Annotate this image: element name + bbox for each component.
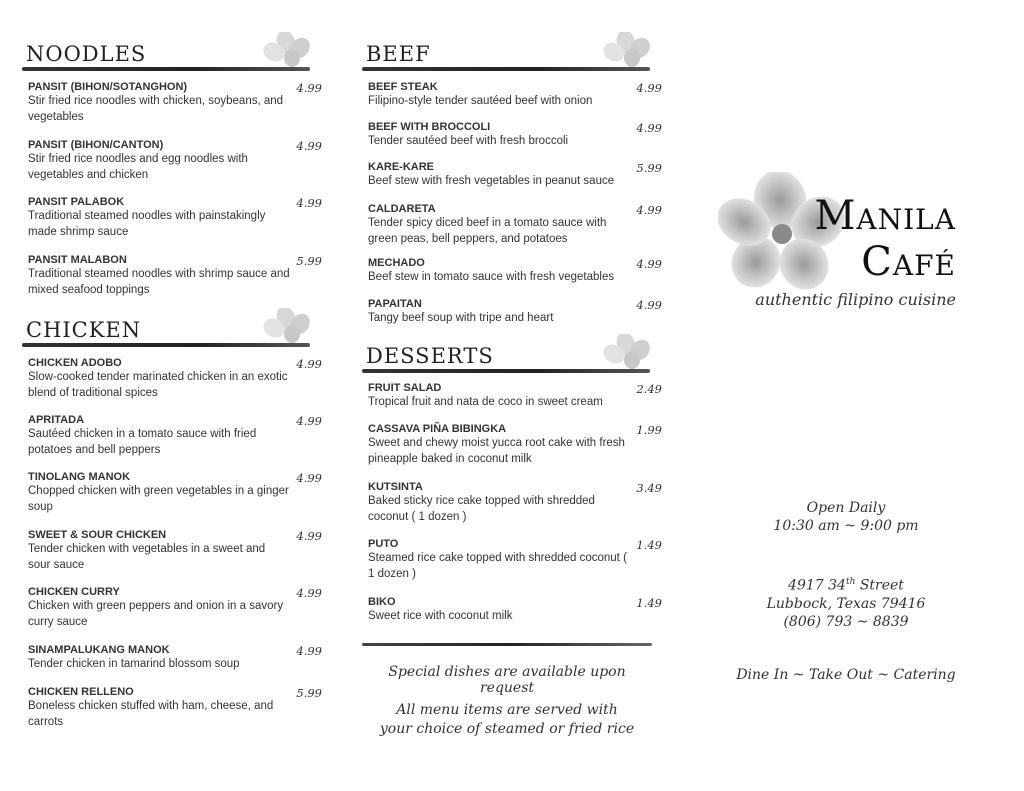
item-price: 4.99 [296,196,322,210]
item-description: Baked sticky rice cake topped with shredded coconut ( 1 dozen ) [368,495,595,523]
chicken-section [22,318,322,728]
item-price: 4.99 [296,529,322,543]
menu-item [368,595,662,625]
item-price: 4.99 [296,81,322,95]
item-name: CHICKEN CURRY [28,586,120,598]
item-name: BEEF STEAK [368,81,438,93]
item-price: 4.99 [636,298,662,312]
plumeria-flower-icon [596,32,656,68]
menu-item [368,422,662,467]
menu-item [28,195,322,240]
item-price: 4.99 [636,203,662,217]
item-price: 1.49 [636,596,662,610]
plumeria-flower-icon [596,334,656,370]
brush-divider [362,643,652,646]
item-description: Tender chicken in tamarind blossom soup [28,658,240,670]
brand-name: Manila [814,193,956,239]
menu-item [368,160,662,190]
item-price: 4.99 [296,414,322,428]
desserts-section [362,344,662,622]
item-name: MECHADO [368,257,425,269]
item-description: Chopped chicken with green vegetables in a ginger soup [28,485,289,513]
item-description: Sweet and chewy moist yucca root cake with fresh pineapple baked in coconut milk [368,437,625,465]
item-description: Stir fried rice noodles with chicken, soybeans, and vegetables [28,95,284,123]
item-price: 4.99 [296,586,322,600]
item-description: Filipino-style tender sautéed beef with onion [368,95,593,107]
item-name: PANSIT (BIHON/SOTANGHON) [28,81,188,93]
item-name: PANSIT MALABON [28,254,127,266]
street-number: 4917 34 [788,577,846,594]
menu-item [28,643,322,673]
item-description: Chicken with green peppers and onion in a savory curry sauce [28,600,284,628]
menu-item [28,470,322,515]
item-price: 4.99 [296,644,322,658]
item-name: PANSIT (BIHON/CANTON) [28,139,164,151]
menu-item [368,537,662,582]
item-name: PANSIT PALABOK [28,196,125,208]
menu-item [368,480,662,525]
item-description: Traditional steamed noodles with painstakingly made shrimp sauce [28,210,266,238]
item-name: KUTSINTA [368,481,423,493]
section-title: BEEF [366,42,431,66]
item-price: 5.99 [296,254,322,268]
section-title: NOODLES [26,42,147,66]
menu-item [28,528,322,573]
item-name: PUTO [368,538,399,550]
street-ordinal: th [845,577,856,587]
hours-block [736,499,956,535]
menu-item [368,256,662,286]
item-description: Tender chicken with vegetables in a sweet and sour sauce [28,543,266,571]
rice-note-line: your choice of steamed or fried rice [379,721,635,737]
item-description: Sweet rice with coconut milk [368,610,513,622]
item-name: CHICKEN ADOBO [28,357,122,369]
beef-section [362,42,662,324]
item-name: FRUIT SALAD [368,382,442,394]
section-header [362,42,662,72]
item-price: 5.99 [296,686,322,700]
item-description: Stir fried rice noodles and egg noodles with vegetables and chicken [28,153,248,181]
item-price: 1.99 [636,423,662,437]
special-request-note: Special dishes are available upon request [388,664,626,696]
item-name: TINOLANG MANOK [28,471,131,483]
menu-item [28,80,322,125]
section-header [22,318,322,348]
rice-note-line: All menu items are served with [396,702,618,718]
brand-tagline: authentic filipino cuisine [755,290,956,309]
brush-divider [22,67,310,71]
item-price: 5.99 [636,161,662,175]
item-description: Tender sautéed beef with fresh broccoli [368,135,569,147]
item-description: Slow-cooked tender marinated chicken in an exotic blend of traditional spices [28,371,288,399]
item-name: BEEF WITH BROCCOLI [368,121,491,133]
right-column [700,0,1024,791]
item-name: BIKO [368,596,396,608]
item-name: SWEET & SOUR CHICKEN [28,529,167,541]
street-address [736,573,956,595]
item-name: PAPAITAN [368,298,422,310]
item-description: Beef stew in tomato sauce with fresh vegetables [368,271,615,283]
hours-value: 10:30 am ~ 9:00 pm [773,518,919,534]
brand-name: Café [861,239,956,285]
section-header [22,42,322,72]
menu-item [28,585,322,630]
hours-label: Open Daily [806,500,886,516]
menu-item [28,253,322,298]
menu-item [368,202,662,247]
brush-divider [22,343,310,347]
item-name: SINAMPALUKANG MANOK [28,644,170,656]
item-description: Traditional steamed noodles with shrimp sauce and mixed seafood toppings [28,268,290,296]
item-description: Sautéed chicken in a tomato sauce with fried potatoes and bell peppers [28,428,257,456]
section-title: DESSERTS [366,344,494,368]
item-description: Tangy beef soup with tripe and heart [368,312,554,324]
menu-item [368,381,662,411]
section-header [362,344,662,374]
menu-item [28,685,322,730]
item-description: Beef stew with fresh vegetables in peanut sauce [368,175,615,187]
noodles-section [22,42,322,296]
item-price: 4.99 [636,257,662,271]
plumeria-flower-icon [256,308,316,344]
item-name: CASSAVA PIÑA BIBINGKA [368,423,507,435]
item-price: 4.99 [636,81,662,95]
brush-divider [362,67,650,71]
item-price: 4.99 [296,471,322,485]
item-price: 3.49 [636,481,662,495]
menu-item [368,80,662,110]
item-price: 4.99 [636,121,662,135]
address-block [736,573,956,631]
section-title: CHICKEN [26,318,142,342]
city-line: Lubbock, Texas 79416 [766,595,926,612]
menu-item [368,120,662,150]
item-description: Boneless chicken stuffed with ham, cheese, and carrots [28,700,274,728]
menu-item [368,297,662,327]
plumeria-flower-icon [256,32,316,68]
item-description: Steamed rice cake topped with shredded coconut ( 1 dozen ) [368,552,627,580]
services-line: Dine In ~ Take Out ~ Catering [736,667,956,683]
item-name: KARE-KARE [368,161,434,173]
brush-divider [362,369,650,373]
menu-item [28,356,322,401]
street-name: Street [855,577,904,594]
item-price: 1.49 [636,538,662,552]
item-price: 2.49 [636,382,662,396]
item-price: 4.99 [296,139,322,153]
item-price: 4.99 [296,357,322,371]
rice-note [362,701,652,739]
item-name: CALDARETA [368,203,436,215]
menu-item [28,138,322,183]
menu-item [28,413,322,458]
item-description: Tropical fruit and nata de coco in sweet cream [368,396,603,408]
item-name: CHICKEN RELLENO [28,686,134,698]
phone-number: (806) 793 ~ 8839 [783,613,909,630]
item-name: APRITADA [28,414,85,426]
item-description: Tender spicy diced beef in a tomato sauce with green peas, bell peppers, and potatoes [368,217,607,245]
